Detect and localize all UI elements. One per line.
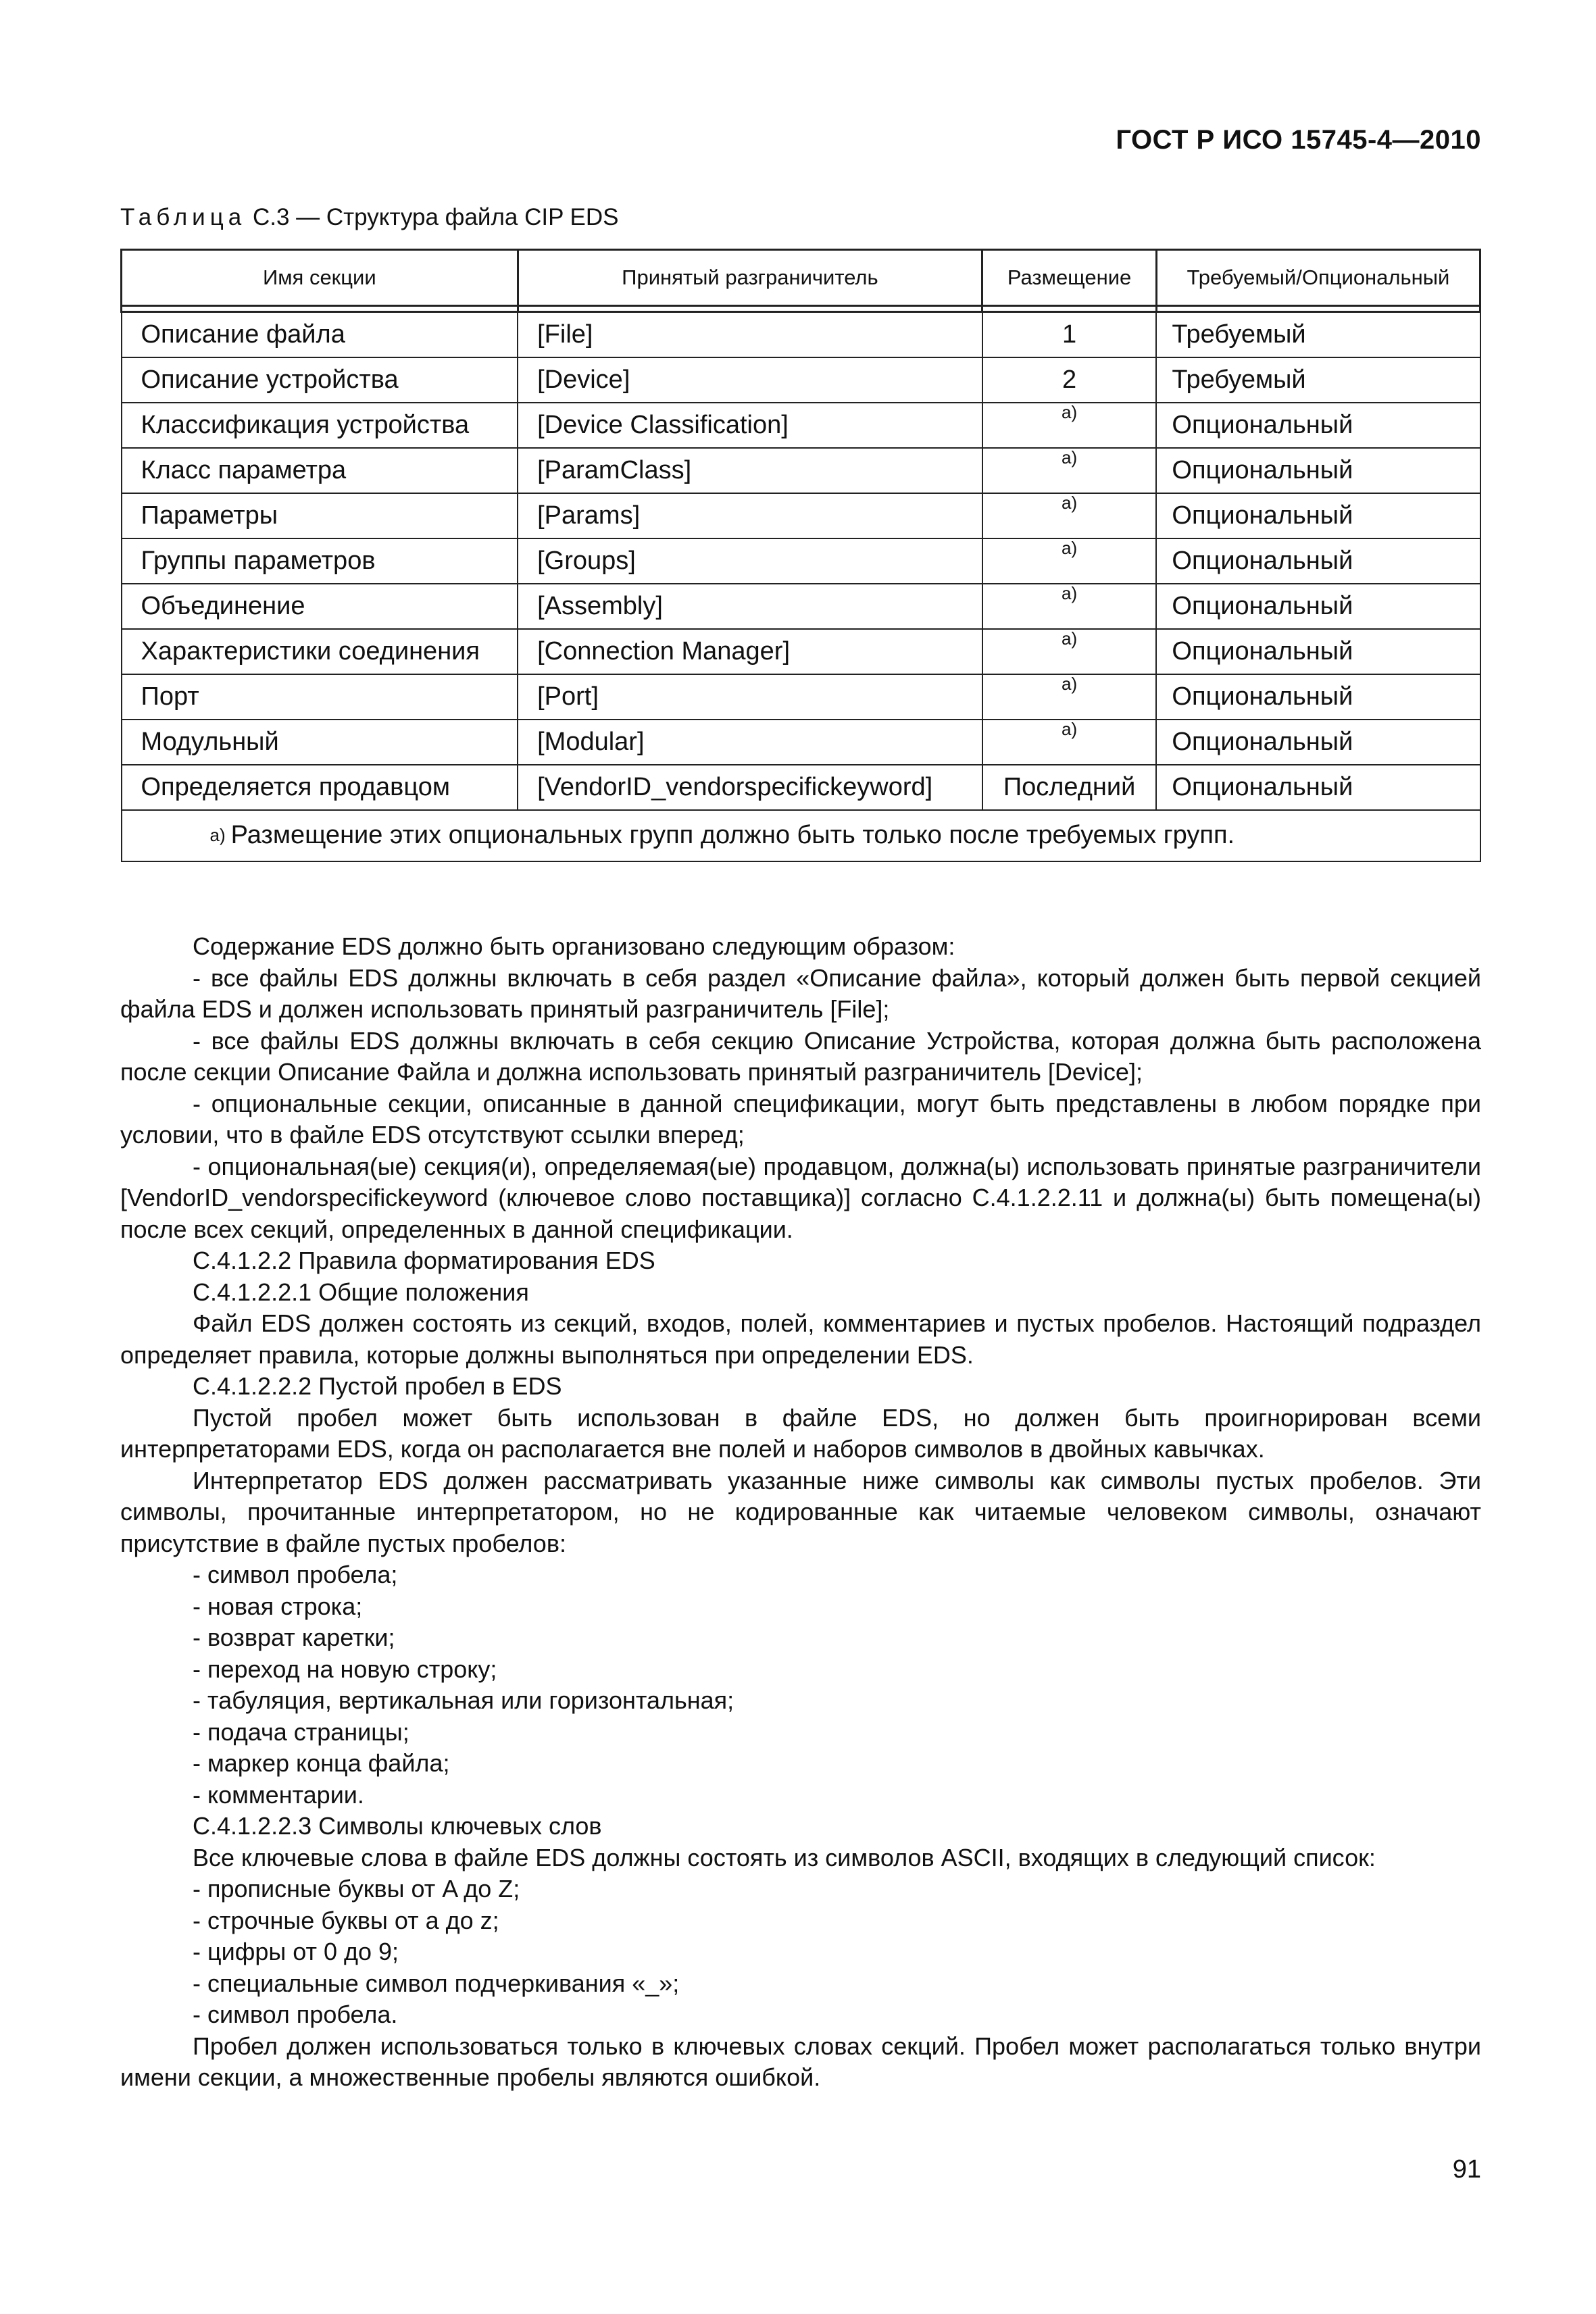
table-row — [122, 312, 1480, 358]
cell-placement — [982, 629, 1157, 674]
cell-required-optional: Требуемый — [1156, 357, 1480, 403]
list-item: - подача страницы; — [193, 1717, 409, 1746]
cell-delimiter: [ParamClass] — [518, 448, 982, 493]
list-item: - возврат каретки; — [193, 1624, 395, 1651]
cell-required-optional: Опциональный — [1156, 629, 1480, 674]
cell-placement: 1 — [982, 312, 1157, 358]
cell-placement — [982, 493, 1157, 538]
table-row — [122, 403, 1480, 448]
cell-delimiter: [VendorID_vendorspecifickeyword] — [518, 765, 982, 810]
cell-section-name: Параметры — [122, 493, 518, 538]
placement-footnote-mark: a) — [1062, 493, 1078, 513]
cell-placement: Последний — [982, 765, 1157, 810]
paragraph: С.4.1.2.2.2 Пустой пробел в EDS — [193, 1372, 562, 1400]
cell-delimiter: [File] — [518, 312, 982, 358]
paragraph: Пустой пробел может быть использован в файле EDS, но должен быть проигнорирован всеми интерпретаторами EDS, когда он располагается вне полей и наборов символов в двойных кавычках. — [120, 1403, 1481, 1463]
cell-delimiter: [Connection Manager] — [518, 629, 982, 674]
cell-section-name: Описание файла — [122, 312, 518, 358]
list-item: - цифры от 0 до 9; — [193, 1938, 399, 1965]
table-row — [122, 674, 1480, 720]
table-row — [122, 629, 1480, 674]
page-number: 91 — [1452, 2155, 1481, 2184]
paragraph: Все ключевые слова в файле EDS должны состоять из символов ASCII, входящих в следующий список: — [193, 1843, 1376, 1871]
cell-section-name: Порт — [122, 674, 518, 720]
paragraph: Интерпретатор EDS должен рассматривать указанные ниже символы как символы пустых пробелов. Эти символы, прочитанные интерпретатором, но не кодированные как читаемые человеком символы, означают присутствие в файле пустых пробелов: — [120, 1466, 1481, 1557]
paragraph: - опциональные секции, описанные в данной спецификации, могут быть представлены в любом порядке при условии, что в файле EDS отсутствуют ссылки вперед; — [120, 1089, 1481, 1149]
placement-footnote-mark: a) — [1062, 674, 1078, 695]
cell-placement — [982, 403, 1157, 448]
table-footnote — [122, 810, 1480, 861]
cell-placement — [982, 448, 1157, 493]
cell-section-name: Классификация устройства — [122, 403, 518, 448]
table-caption-title: С.3 — Структура файла CIP EDS — [246, 204, 619, 230]
cell-placement — [982, 674, 1157, 720]
placement-footnote-mark: a) — [1062, 583, 1078, 604]
list-item: - строчные буквы от a до z; — [193, 1906, 499, 1934]
eds-structure-table — [120, 249, 1481, 862]
cell-placement: 2 — [982, 357, 1157, 403]
paragraph: Файл EDS должен состоять из секций, входов, полей, комментариев и пустых пробелов. Настоящий подраздел определяет правила, которые должны выполняться при определении EDS. — [120, 1309, 1481, 1369]
cell-section-name: Класс параметра — [122, 448, 518, 493]
paragraph: - все файлы EDS должны включать в себя секцию Описание Устройства, которая должна быть расположена после секции Описание Файла и должна использовать принятый разграничитель [Device]; — [120, 1026, 1481, 1086]
table-footnote-row — [122, 810, 1480, 861]
paragraph: С.4.1.2.2 Правила форматирования EDS — [193, 1247, 655, 1274]
placement-footnote-mark: a) — [1062, 447, 1078, 468]
cell-required-optional: Опциональный — [1156, 584, 1480, 629]
cell-section-name: Характеристики соединения — [122, 629, 518, 674]
cell-required-optional: Опциональный — [1156, 493, 1480, 538]
list-item: - символ пробела; — [193, 1561, 398, 1588]
footnote-text: Размещение этих опциональных групп должно быть только после требуемых групп. — [230, 821, 1235, 850]
header-required-optional: Требуемый/Опциональный — [1156, 250, 1480, 306]
cell-delimiter: [Groups] — [518, 538, 982, 584]
list-item: - маркер конца файла; — [193, 1749, 450, 1777]
table-row — [122, 448, 1480, 493]
table-caption — [120, 204, 618, 231]
cell-delimiter: [Assembly] — [518, 584, 982, 629]
table-row — [122, 493, 1480, 538]
cell-section-name: Определяется продавцом — [122, 765, 518, 810]
placement-footnote-mark: a) — [1062, 402, 1078, 423]
placement-footnote-mark: a) — [1062, 538, 1078, 559]
table-row — [122, 765, 1480, 810]
paragraph: С.4.1.2.2.1 Общие положения — [193, 1278, 529, 1306]
cell-required-optional: Опциональный — [1156, 538, 1480, 584]
header-section-name: Имя секции — [122, 250, 518, 306]
table-row — [122, 538, 1480, 584]
header-placement: Размещение — [982, 250, 1157, 306]
cell-required-optional: Опциональный — [1156, 720, 1480, 765]
cell-delimiter: [Device Classification] — [518, 403, 982, 448]
paragraph: Содержание EDS должно быть организовано следующим образом: — [193, 932, 955, 960]
body-text — [120, 931, 1481, 2094]
list-item: - переход на новую строку; — [193, 1655, 497, 1683]
cell-required-optional: Требуемый — [1156, 312, 1480, 358]
cell-placement — [982, 584, 1157, 629]
list-item: - новая строка; — [193, 1592, 363, 1620]
list-item: - табуляция, вертикальная или горизонтальная; — [193, 1686, 734, 1714]
list-item: - специальные символ подчеркивания «_»; — [193, 1969, 680, 1997]
placement-footnote-mark: a) — [1062, 628, 1078, 649]
footnote-mark: a) — [209, 825, 226, 846]
placement-footnote-mark: a) — [1062, 719, 1078, 740]
list-item: - символ пробела. — [193, 2001, 398, 2028]
paragraph: - опциональная(ые) секция(и), определяемая(ые) продавцом, должна(ы) использовать принятые разграничители [VendorID_vendorspecifickeyword (ключевое слово поставщика)] согласно С.4.1.2.2.11 и должна(ы) быть помещена(ы) после всех секций, определенных в данной спецификации. — [120, 1152, 1481, 1243]
standard-header: ГОСТ Р ИСО 15745-4—2010 — [1116, 125, 1481, 155]
list-item: - прописные буквы от A до Z; — [193, 1875, 520, 1903]
cell-placement — [982, 720, 1157, 765]
cell-delimiter: [Params] — [518, 493, 982, 538]
cell-required-optional: Опциональный — [1156, 765, 1480, 810]
table-row — [122, 720, 1480, 765]
paragraph: С.4.1.2.2.3 Символы ключевых слов — [193, 1812, 602, 1840]
table-row — [122, 584, 1480, 629]
cell-placement — [982, 538, 1157, 584]
list-item: - комментарии. — [193, 1780, 364, 1809]
cell-section-name: Объединение — [122, 584, 518, 629]
table-body — [122, 312, 1480, 811]
cell-required-optional: Опциональный — [1156, 674, 1480, 720]
cell-section-name: Описание устройства — [122, 357, 518, 403]
cell-section-name: Модульный — [122, 720, 518, 765]
cell-delimiter: [Port] — [518, 674, 982, 720]
cell-required-optional: Опциональный — [1156, 403, 1480, 448]
header-delimiter: Принятый разграничитель — [518, 250, 982, 306]
table-header-row — [122, 250, 1480, 306]
cell-delimiter: [Device] — [518, 357, 982, 403]
cell-delimiter: [Modular] — [518, 720, 982, 765]
paragraph: Пробел должен использоваться только в ключевых словах секций. Пробел может располагаться только внутри имени секции, а множественные пробелы являются ошибкой. — [120, 2032, 1481, 2091]
table-caption-label: Таблица — [120, 204, 247, 230]
cell-required-optional: Опциональный — [1156, 448, 1480, 493]
paragraph: - все файлы EDS должны включать в себя раздел «Описание файла», который должен быть первой секцией файла EDS и должен использовать принятый разграничитель [File]; — [120, 963, 1481, 1023]
cell-section-name: Группы параметров — [122, 538, 518, 584]
header-double-rule — [122, 306, 1480, 312]
table-row — [122, 357, 1480, 403]
